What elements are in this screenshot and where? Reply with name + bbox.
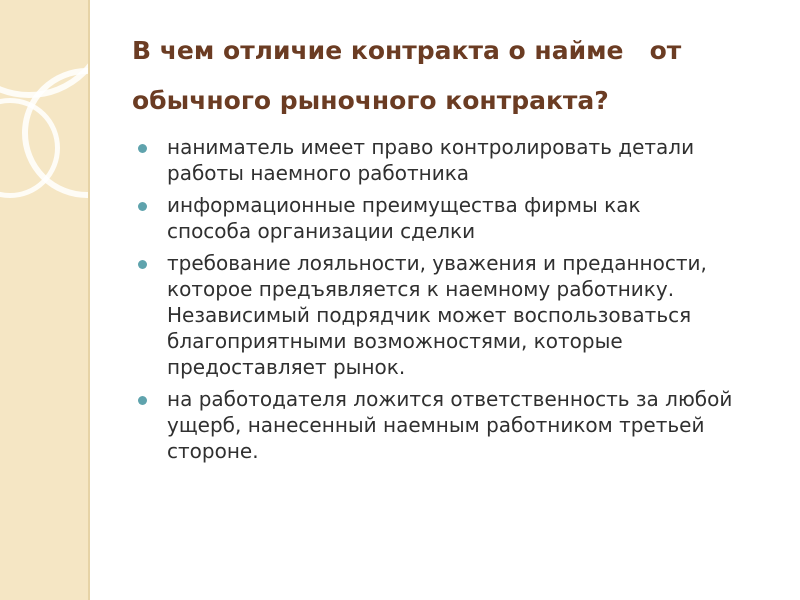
bullet-text: на работодателя ложится ответственность за любой ущерб, нанесенный наемным работником третьей стороне. <box>167 387 733 463</box>
slide-title-line-2: обычного рыночного контракта? <box>132 86 609 115</box>
bullet-text: наниматель имеет право контролировать детали работы наемного работника <box>167 135 695 185</box>
bullet-list <box>132 134 782 470</box>
decorative-side-band <box>0 0 90 600</box>
bullet-item <box>132 192 782 244</box>
bullet-dot-icon <box>138 260 147 269</box>
bullet-item <box>132 386 782 464</box>
bullet-dot-icon <box>138 144 147 153</box>
slide-title <box>132 26 772 126</box>
bullet-text: информационные преимущества фирмы как способа организации сделки <box>167 193 641 243</box>
bullet-dot-icon <box>138 202 147 211</box>
bullet-item <box>132 250 782 380</box>
bullet-dot-icon <box>138 396 147 405</box>
bullet-text: требование лояльности, уважения и преданности, которое предъявляется к наемному работнику. Независимый подрядчик может воспользоваться благоприятными возможностями, которые предоставляет рынок. <box>167 251 707 379</box>
slide-title-line-1: В чем отличие контракта о найме от <box>132 36 682 65</box>
bullet-item <box>132 134 782 186</box>
